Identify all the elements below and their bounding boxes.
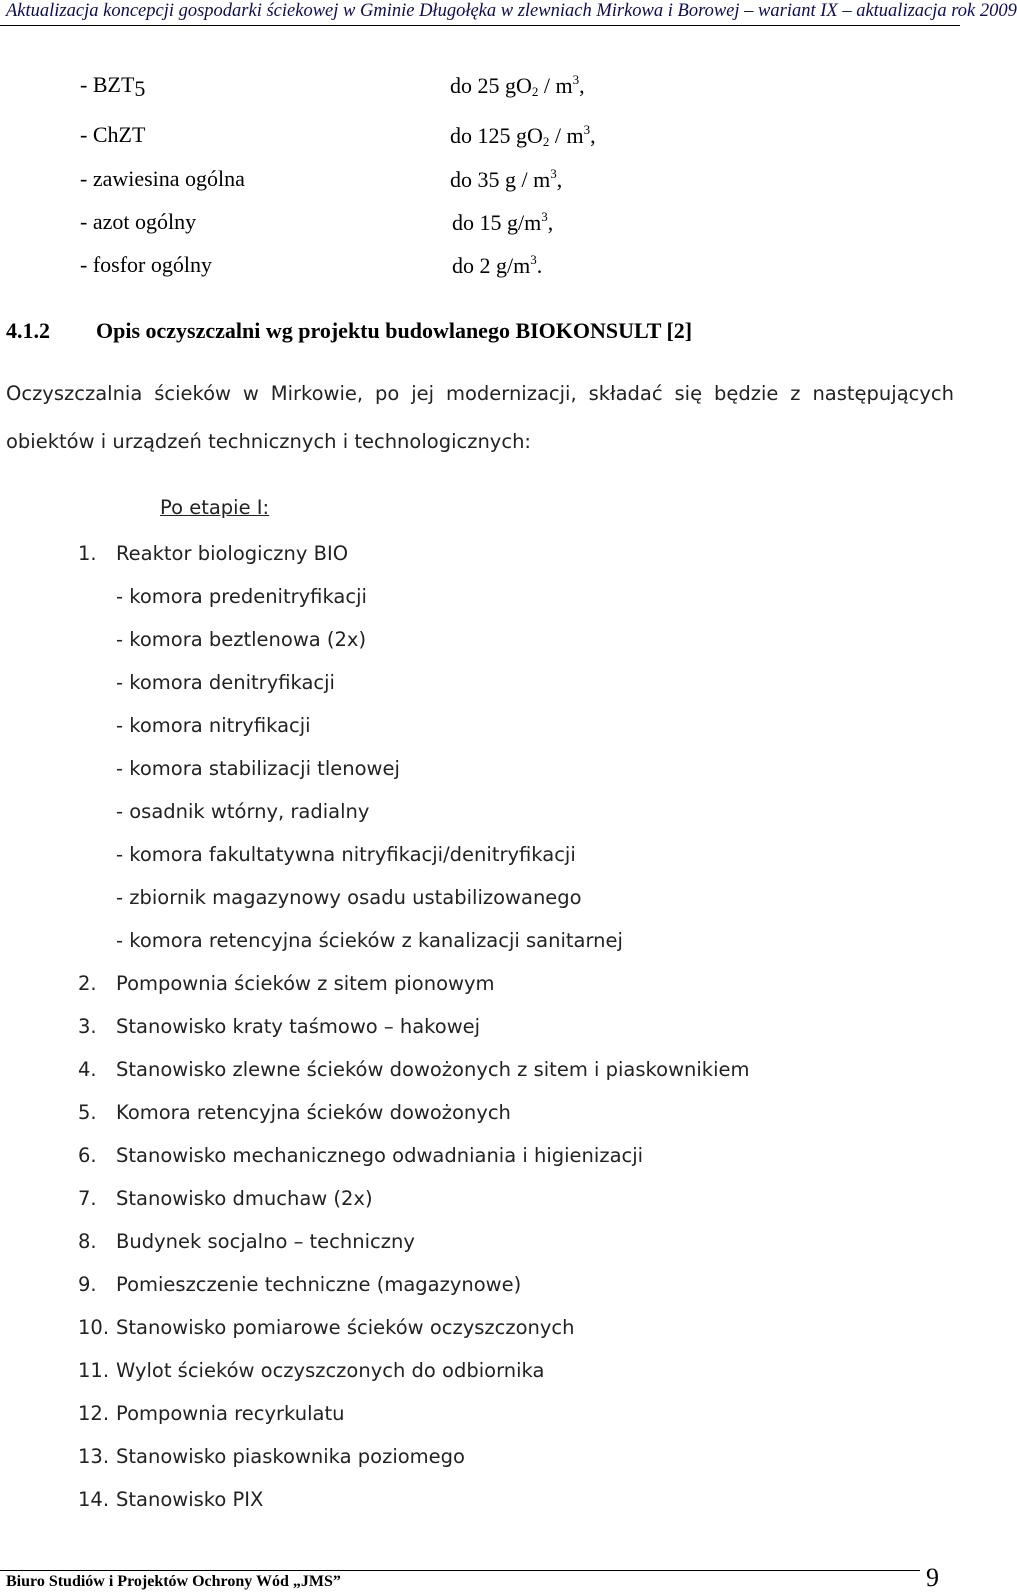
parameter-name: - $BZT_5$	[80, 72, 146, 101]
list-item-text: Reaktor biologiczny BIO	[116, 542, 349, 565]
list-item-number: 1.	[78, 542, 97, 565]
intro-paragraph: Oczyszczalnia ścieków w Mirkowie, po jej modernizacji, składać się będzie z następujących obiektów i urządzeń technicznych i technologicznych:	[6, 382, 954, 453]
parameter-name: - ChZT	[80, 122, 146, 147]
list-item-number: 3.	[78, 1015, 97, 1038]
list-item-number: 13.	[78, 1445, 110, 1468]
parameter-name: - azot ogólny	[80, 209, 197, 234]
section-number: 4.1.2	[6, 318, 50, 343]
list-item-number: 6.	[78, 1144, 97, 1167]
list-item-number: 11.	[78, 1359, 110, 1382]
footer-divider	[0, 1570, 920, 1571]
sub-list-item: - osadnik wtórny, radialny	[116, 800, 370, 823]
parameter-row	[80, 72, 585, 102]
list-item-number: 5.	[78, 1101, 97, 1124]
list-item-text: Stanowisko piaskownika poziomego	[116, 1445, 465, 1468]
parameter-value: do 25 $gO_2 / m^3$,	[450, 72, 585, 99]
sub-list-item: - komora beztlenowa (2x)	[116, 628, 367, 651]
sub-list-item: - komora denitryfikacji	[116, 671, 335, 694]
list-item-text: Stanowisko PIX	[116, 1488, 264, 1511]
list-item-text: Budynek socjalno – techniczny	[116, 1230, 415, 1253]
parameter-name: - fosfor ogólny	[80, 252, 212, 277]
list-item-number: 9.	[78, 1273, 97, 1296]
list-item-text: Stanowisko dmuchaw (2x)	[116, 1187, 373, 1210]
list-item-number: 8.	[78, 1230, 97, 1253]
section-title: Opis oczyszczalni wg projektu budowlanego BIOKONSULT [2]	[96, 318, 693, 343]
parameter-value: do 2 $g/m^3$.	[452, 252, 543, 278]
list-item-number: 7.	[78, 1187, 97, 1210]
parameter-value: do 35 g / $m^3$,	[450, 166, 563, 192]
parameter-row	[80, 209, 554, 235]
running-header	[6, 0, 1017, 22]
list-item-number: 2.	[78, 972, 97, 995]
list-item-text: Wylot ścieków oczyszczonych do odbiornika	[116, 1359, 545, 1382]
list-item-text: Pompownia ścieków z sitem pionowym	[116, 972, 495, 995]
sub-list-item: - komora predenitryfikacji	[116, 585, 367, 608]
page-number: 9	[926, 1563, 939, 1592]
parameter-name: - zawiesina ogólna	[80, 166, 245, 191]
list-item-text: Stanowisko mechanicznego odwadniania i higienizacji	[116, 1144, 644, 1167]
list-item-text: Stanowisko kraty taśmowo – hakowej	[116, 1015, 481, 1038]
list-item-text: Stanowisko pomiarowe ścieków oczyszczonych	[116, 1316, 575, 1339]
sub-list-item: - komora fakultatywna nitryfikacji/denitryfikacji	[116, 843, 576, 866]
running-header-title: Aktualizacja koncepcji gospodarki ściekowej w Gminie Długołęka w zlewniach Mirkowa i Borowej	[6, 1, 740, 21]
parameter-value: do 125 $gO_2 / m^3$,	[450, 122, 596, 149]
list-item-text: Komora retencyjna ścieków dowożonych	[116, 1101, 511, 1124]
parameter-row	[80, 166, 563, 192]
list-item-number: 4.	[78, 1058, 97, 1081]
list-item-number: 14.	[78, 1488, 110, 1511]
stage-label: Po etapie I:	[160, 496, 270, 519]
list-item-text: Pomieszczenie techniczne (magazynowe)	[116, 1273, 522, 1296]
list-item-text: Stanowisko zlewne ścieków dowożonych z sitem i piaskownikiem	[116, 1058, 750, 1081]
parameter-row	[80, 252, 543, 278]
sub-list-item: - komora stabilizacji tlenowej	[116, 757, 400, 780]
list-item-number: 10.	[78, 1316, 110, 1339]
running-header-tail: wariant IX – aktualizacja rok 2009	[758, 1, 1017, 21]
footer-text: Biuro Studiów i Projektów Ochrony Wód „JMS”	[6, 1573, 341, 1590]
parameter-row	[80, 122, 596, 149]
sub-list-item: - zbiornik magazynowy osadu ustabilizowanego	[116, 886, 582, 909]
list-item-number: 12.	[78, 1402, 110, 1425]
parameter-value: do 15 $g/m^3$,	[452, 209, 554, 235]
sub-list-item: - komora nitryfikacji	[116, 714, 311, 737]
running-header-dash: –	[744, 1, 759, 21]
sub-list-item: - komora retencyjna ścieków z kanalizacji sanitarnej	[116, 929, 623, 952]
section-heading	[6, 318, 693, 344]
list-item-text: Pompownia recyrkulatu	[116, 1402, 345, 1425]
header-divider	[0, 25, 960, 26]
